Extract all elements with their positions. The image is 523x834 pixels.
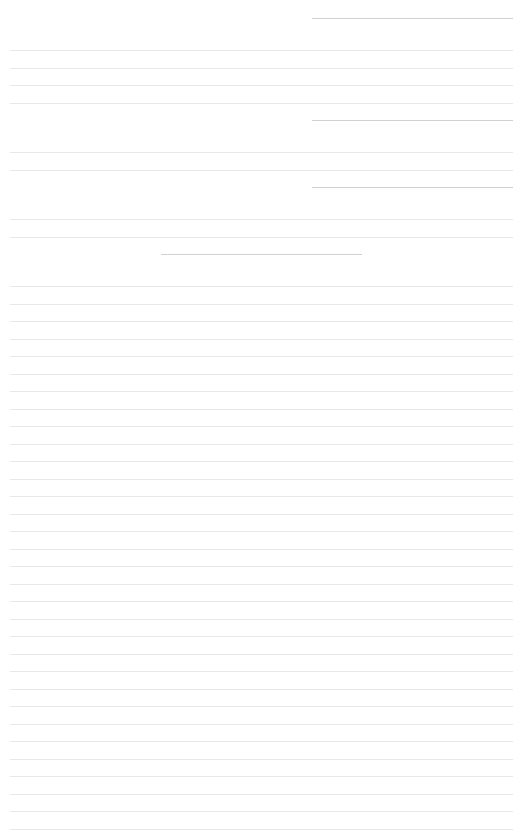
paragraph bbox=[10, 207, 513, 242]
text-line bbox=[10, 677, 513, 695]
text-line bbox=[10, 225, 513, 243]
section-heading bbox=[10, 254, 513, 272]
text-line bbox=[10, 729, 513, 747]
page-content bbox=[10, 18, 513, 834]
text-line bbox=[10, 397, 513, 415]
text-line bbox=[10, 502, 513, 520]
text-line bbox=[10, 712, 513, 730]
text-line bbox=[10, 799, 513, 817]
text-line bbox=[10, 659, 513, 677]
text-line bbox=[10, 817, 513, 834]
text-line bbox=[10, 379, 513, 397]
text-line bbox=[10, 554, 513, 572]
section-heading bbox=[10, 120, 513, 138]
section-heading bbox=[10, 18, 513, 36]
text-line bbox=[10, 624, 513, 642]
text-line bbox=[10, 764, 513, 782]
text-line bbox=[10, 309, 513, 327]
text-line bbox=[10, 362, 513, 380]
paragraph bbox=[10, 274, 513, 834]
paragraph bbox=[10, 38, 513, 108]
text-line bbox=[10, 414, 513, 432]
text-line bbox=[10, 91, 513, 109]
text-line bbox=[10, 274, 513, 292]
text-line bbox=[10, 327, 513, 345]
section-heading bbox=[10, 187, 513, 205]
text-line bbox=[10, 432, 513, 450]
text-line bbox=[10, 607, 513, 625]
text-line bbox=[10, 484, 513, 502]
text-line bbox=[10, 344, 513, 362]
text-line bbox=[10, 467, 513, 485]
text-line bbox=[10, 73, 513, 91]
text-line bbox=[10, 140, 513, 158]
text-line bbox=[10, 747, 513, 765]
text-line bbox=[10, 292, 513, 310]
text-line bbox=[10, 694, 513, 712]
text-line bbox=[10, 38, 513, 56]
text-line bbox=[10, 537, 513, 555]
text-line bbox=[10, 56, 513, 74]
text-line bbox=[10, 572, 513, 590]
text-line bbox=[10, 782, 513, 800]
text-line bbox=[10, 449, 513, 467]
text-line bbox=[10, 589, 513, 607]
text-line bbox=[10, 519, 513, 537]
paragraph bbox=[10, 140, 513, 175]
text-line bbox=[10, 207, 513, 225]
text-line bbox=[10, 158, 513, 176]
text-line bbox=[10, 642, 513, 660]
